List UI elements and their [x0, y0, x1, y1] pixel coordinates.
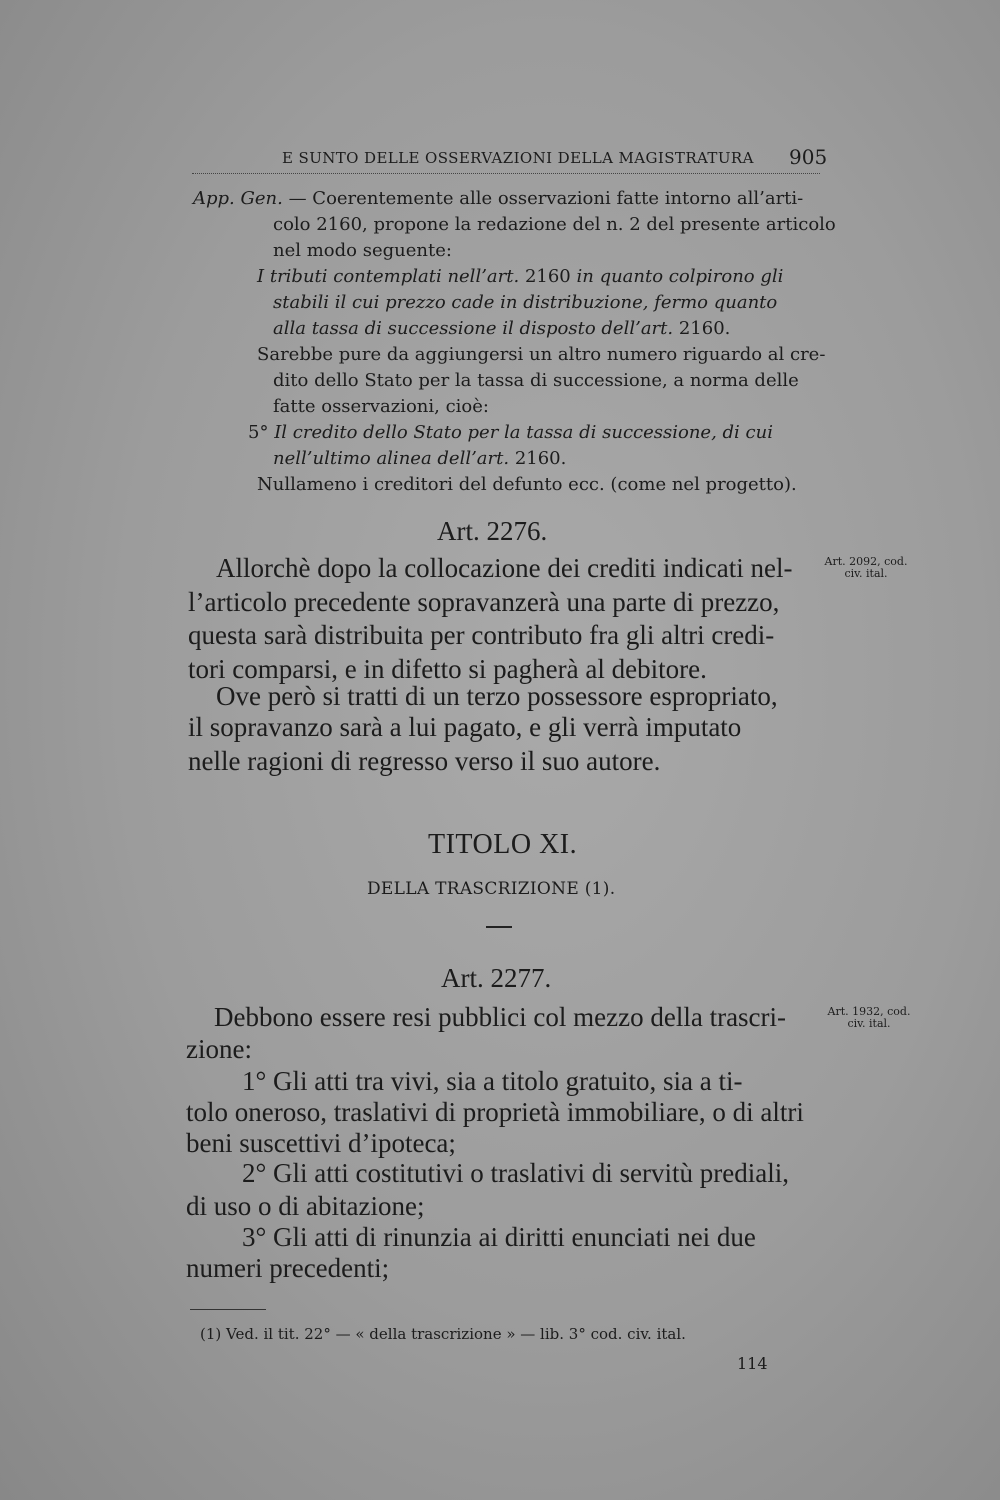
header-rule: [192, 173, 820, 174]
margin-note-line: Art. 2092, cod.: [824, 555, 908, 568]
footnote-rule: [190, 1309, 266, 1310]
margin-note-line: civ. ital.: [844, 567, 888, 580]
commentary-text: — Coerentemente alle osservazioni fatte intorno all’arti-: [288, 188, 804, 209]
quote-line-2: stabili il cui prezzo cade in distribuzione, fermo quanto: [273, 292, 778, 313]
signature-mark: 114: [737, 1354, 768, 1373]
commentary-line-2: colo 2160, propone la redazione del n. 2 del presente articolo: [273, 214, 836, 235]
quote-line-1: [257, 264, 783, 290]
article-line: l’articolo precedente sopravanzerà una parte di prezzo,: [188, 587, 780, 617]
article-line: Debbono essere resi pubblici col mezzo della trascri-: [214, 1002, 787, 1032]
margin-note: [821, 556, 911, 580]
article-line: beni suscettivi d’ipoteca;: [186, 1128, 456, 1158]
article-line: tolo oneroso, traslativi di proprietà immobiliare, o di altri: [186, 1097, 804, 1127]
commentary-label: App. Gen.: [193, 188, 283, 209]
article-line: 1° Gli atti tra vivi, sia a titolo gratuito, sia a ti-: [242, 1066, 743, 1096]
article-line: 2° Gli atti costitutivi o traslativi di servitù prediali,: [242, 1158, 789, 1188]
commentary-line-1: [193, 186, 803, 212]
footnote: (1) Ved. il tit. 22° — « della trascrizione » — lib. 3° cod. civ. ital.: [200, 1325, 686, 1343]
margin-note-line: Art. 1932, cod.: [827, 1005, 911, 1018]
article-line: Allorchè dopo la collocazione dei crediti indicati nel-: [216, 553, 793, 583]
item-5-line-1: [248, 420, 773, 446]
item-number: 2160.: [514, 448, 567, 469]
section-dash: [486, 926, 512, 928]
article-heading: Art. 2276.: [437, 516, 548, 546]
item-number: 5°: [248, 422, 269, 443]
quote-line-3: [273, 316, 730, 342]
quote-number: 2160: [524, 266, 571, 287]
article-line: tori comparsi, e in difetto si pagherà al debitore.: [188, 654, 707, 684]
margin-note: [824, 1006, 914, 1030]
commentary-line-3: nel modo seguente:: [273, 240, 452, 261]
title-subheading: DELLA TRASCRIZIONE (1).: [367, 879, 616, 899]
quote-italic: I tributi contemplati nell’art.: [257, 266, 520, 287]
margin-note-line: civ. ital.: [847, 1017, 891, 1030]
commentary-last-line: Nullameno i creditori del defunto ecc. (come nel progetto).: [257, 474, 797, 495]
title-heading: TITOLO XI.: [428, 829, 578, 860]
article-line: Ove però si tratti di un terzo possessore espropriato,: [216, 681, 778, 711]
article-line: numeri precedenti;: [186, 1253, 390, 1283]
quote-number: 2160.: [678, 318, 731, 339]
article-line: zione:: [186, 1034, 252, 1064]
page-number: 905: [789, 145, 828, 169]
commentary-p2-line-1: Sarebbe pure da aggiungersi un altro numero riguardo al cre-: [257, 344, 826, 365]
article-line: il sopravanzo sarà a lui pagato, e gli verrà imputato: [188, 712, 742, 742]
item-italic: nell’ultimo alinea dell’art.: [273, 448, 510, 469]
article-line: questa sarà distribuita per contributo fra gli altri credi-: [188, 620, 775, 650]
quote-italic: alla tassa di successione il disposto dell’art.: [273, 318, 674, 339]
commentary-p2-line-3: fatte osservazioni, cioè:: [273, 396, 489, 417]
article-line: 3° Gli atti di rinunzia ai diritti enunciati nei due: [242, 1222, 756, 1252]
commentary-p2-line-2: dito dello Stato per la tassa di successione, a norma delle: [273, 370, 799, 391]
article-line: nelle ragioni di regresso verso il suo autore.: [188, 746, 661, 776]
quote-italic: in quanto colpirono gli: [576, 266, 784, 287]
article-line: di uso o di abitazione;: [186, 1191, 425, 1221]
article-heading: Art. 2277.: [441, 963, 552, 993]
running-head: E SUNTO DELLE OSSERVAZIONI DELLA MAGISTRATURA: [282, 149, 754, 167]
item-5-line-2: [273, 446, 566, 472]
item-italic: Il credito dello Stato per la tassa di successione, di cui: [274, 422, 773, 443]
